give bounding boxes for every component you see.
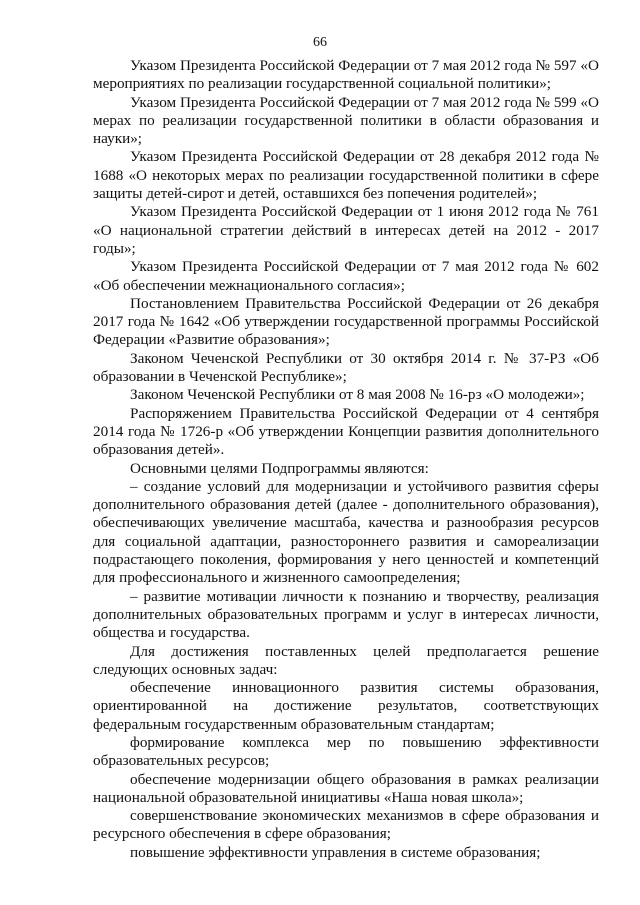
paragraph: Указом Президента Российской Федерации от 7 мая 2012 года № 599 «О мерах по реализации государственной политики в области образования и науки»; bbox=[93, 93, 599, 148]
paragraph: Законом Чеченской Республики от 8 мая 2008 № 16-рз «О молодежи»; bbox=[130, 386, 585, 404]
paragraph: Распоряжением Правительства Российской Федерации от 4 сентября 2014 года № 1726-р «Об утверждении Концепции развития дополнительного образования детей». bbox=[93, 404, 599, 459]
paragraph: обеспечение модернизации общего образования в рамках реализации национальной образовательной инициативы «Наша новая школа»; bbox=[93, 770, 599, 806]
paragraph: Законом Чеченской Республики от 30 октября 2014 г. № 37-РЗ «Об образовании в Чеченской Республике»; bbox=[93, 349, 599, 386]
document-body bbox=[93, 57, 599, 862]
paragraph: – развитие мотивации личности к познанию и творчеству, реализация дополнительных образовательных программ и услуг в интересах личности, общества и государства. bbox=[93, 587, 599, 642]
paragraph: совершенствование экономических механизмов в сфере образования и ресурсного обеспечения в сфере образования; bbox=[93, 807, 599, 843]
paragraph: формирование комплекса мер по повышению эффективности образовательных ресурсов; bbox=[93, 733, 599, 770]
paragraph: Указом Президента Российской Федерации от 1 июня 2012 года № 761 «О национальной стратегии действий в интересах детей на 2012 - 2017 годы»; bbox=[93, 203, 599, 257]
paragraph: Указом Президента Российской Федерации от 7 мая 2012 года № 597 «О мероприятиях по реализации государственной социальной политики»; bbox=[93, 57, 599, 93]
paragraph: Указом Президента Российской Федерации от 28 декабря 2012 года № 1688 «О некоторых мерах по реализации государственной политики в сфере защиты детей-сирот и детей, оставшихся без попечения родителей»; bbox=[93, 148, 599, 203]
paragraph: Указом Президента Российской Федерации от 7 мая 2012 года № 602 «Об обеспечении межнационального согласия»; bbox=[93, 258, 599, 294]
page-number: 66 bbox=[313, 35, 327, 50]
paragraph: Для достижения поставленных целей предполагается решение следующих основных задач: bbox=[93, 642, 599, 678]
paragraph: обеспечение инновационного развития системы образования, ориентированной на достижение результатов, соответствующих федеральным государственным образовательным стандартам; bbox=[93, 679, 599, 733]
paragraph: Постановлением Правительства Российской Федерации от 26 декабря 2017 года № 1642 «Об утверждении государственной программы Российской Федерации «Развитие образования»; bbox=[93, 294, 599, 349]
paragraph: повышение эффективности управления в системе образования; bbox=[130, 843, 541, 861]
paragraph: Основными целями Подпрограммы являются: bbox=[130, 459, 429, 477]
paragraph: – создание условий для модернизации и устойчивого развития сферы дополнительного образования детей (далее - дополнительного образования), обеспечивающих увеличение масштаба, качества и разнообразия ресурсов для социальной адаптации, разностороннего развития и самореализации подрастающего поколения, формирования у него ценностей и компетенций для профессионального и жизненного самоопределения; bbox=[93, 477, 599, 587]
